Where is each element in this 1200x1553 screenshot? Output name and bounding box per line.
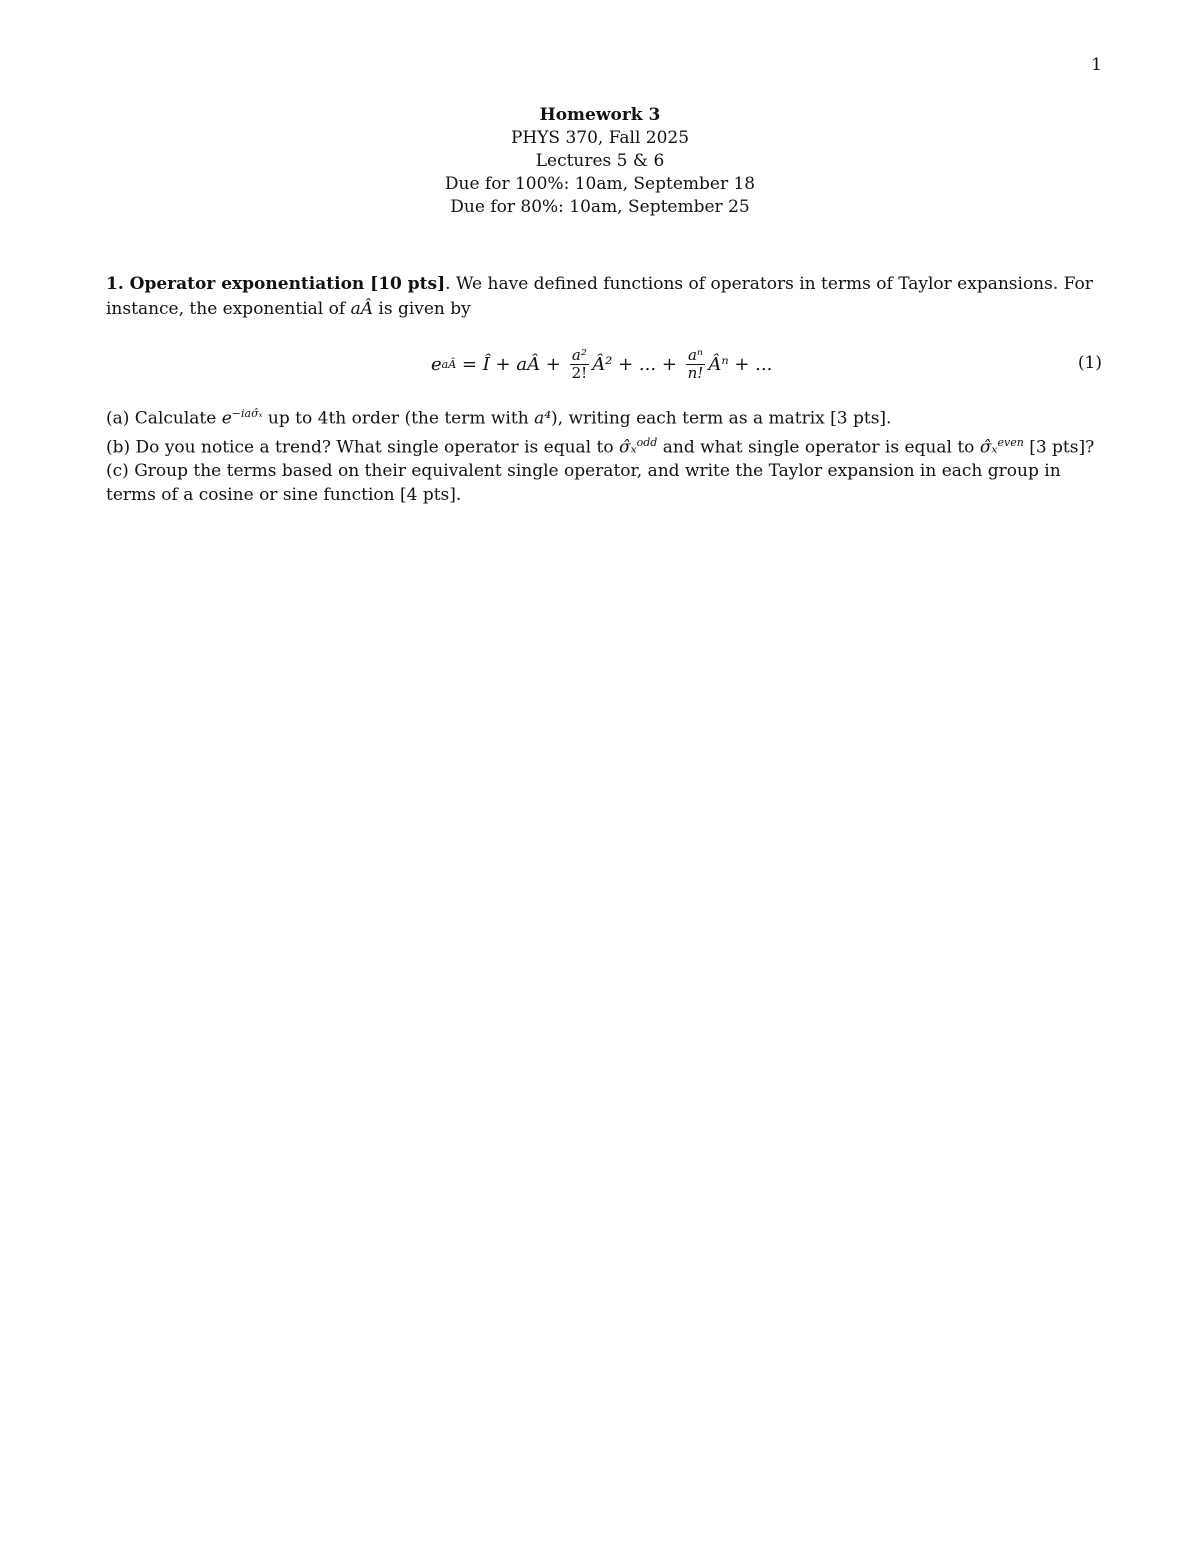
eq-term-3: Âⁿ + ... bbox=[708, 353, 773, 375]
part-a-math2: a⁴ bbox=[534, 408, 552, 429]
eq-frac1-numerator: a² bbox=[571, 345, 587, 364]
eq-equals: = bbox=[456, 353, 483, 375]
part-b-math1: σ̂ₓ bbox=[618, 437, 637, 458]
page-number: 1 bbox=[1091, 55, 1102, 75]
equation-1 bbox=[106, 338, 1102, 390]
due-partial-line: Due for 80%: 10am, September 25 bbox=[450, 197, 750, 217]
part-b bbox=[106, 431, 1106, 460]
equation-body bbox=[431, 338, 772, 390]
part-b-mid: and what single operator is equal to bbox=[657, 437, 980, 458]
eq-fraction-2 bbox=[686, 347, 706, 382]
part-a-mid: up to 4th order (the term with bbox=[262, 408, 535, 429]
eq-fraction-1 bbox=[570, 347, 590, 382]
due-full-line: Due for 100%: 10am, September 18 bbox=[444, 174, 756, 194]
eq-term-2: Â² + ... + bbox=[592, 353, 683, 375]
equation-number: (1) bbox=[1077, 353, 1102, 373]
part-b-math2: σ̂ₓ bbox=[979, 437, 998, 458]
problem-1-heading: 1. Operator exponentiation [10 pts] bbox=[106, 274, 446, 294]
part-b-pre: (b) Do you notice a trend? What single operator is equal to bbox=[106, 437, 619, 458]
problem-1-intro-end: is given by bbox=[372, 299, 471, 319]
part-b-sup2: even bbox=[997, 435, 1024, 449]
part-a bbox=[106, 402, 1106, 431]
problem-1-intro-text: . We have defined functions of operators in terms of Taylor expansions. For instance, the exponential of bbox=[106, 274, 1093, 319]
eq-lhs-exponent: aÂ bbox=[441, 357, 457, 371]
document-header bbox=[0, 104, 1200, 219]
part-a-exponent: −iaσ̂ₓ bbox=[231, 407, 263, 420]
document-title: Homework 3 bbox=[539, 105, 661, 125]
part-c: (c) Group the terms based on their equivalent single operator, and write the Taylor expansion in each group in terms of a cosine or sine function [4 pts]. bbox=[106, 461, 1061, 506]
problem-1-intro bbox=[106, 272, 1106, 322]
eq-lhs: e bbox=[431, 353, 442, 375]
course-line: PHYS 370, Fall 2025 bbox=[510, 128, 690, 148]
eq-frac2-denominator: n! bbox=[687, 363, 704, 382]
part-a-pre: (a) Calculate bbox=[106, 408, 222, 429]
part-b-sup1: odd bbox=[636, 435, 658, 449]
problem-1-parts bbox=[106, 402, 1106, 507]
problem-1-intro-math: aÂ bbox=[350, 299, 373, 319]
part-b-post: [3 pts]? bbox=[1023, 437, 1095, 458]
part-a-post: ), writing each term as a matrix [3 pts]. bbox=[551, 408, 892, 429]
eq-frac1-denominator: 2! bbox=[571, 363, 588, 382]
lectures-line: Lectures 5 & 6 bbox=[535, 151, 665, 171]
eq-term-1: Î + aÂ + bbox=[482, 353, 567, 375]
part-a-math: e bbox=[221, 408, 232, 429]
eq-frac2-numerator: aⁿ bbox=[687, 345, 703, 364]
